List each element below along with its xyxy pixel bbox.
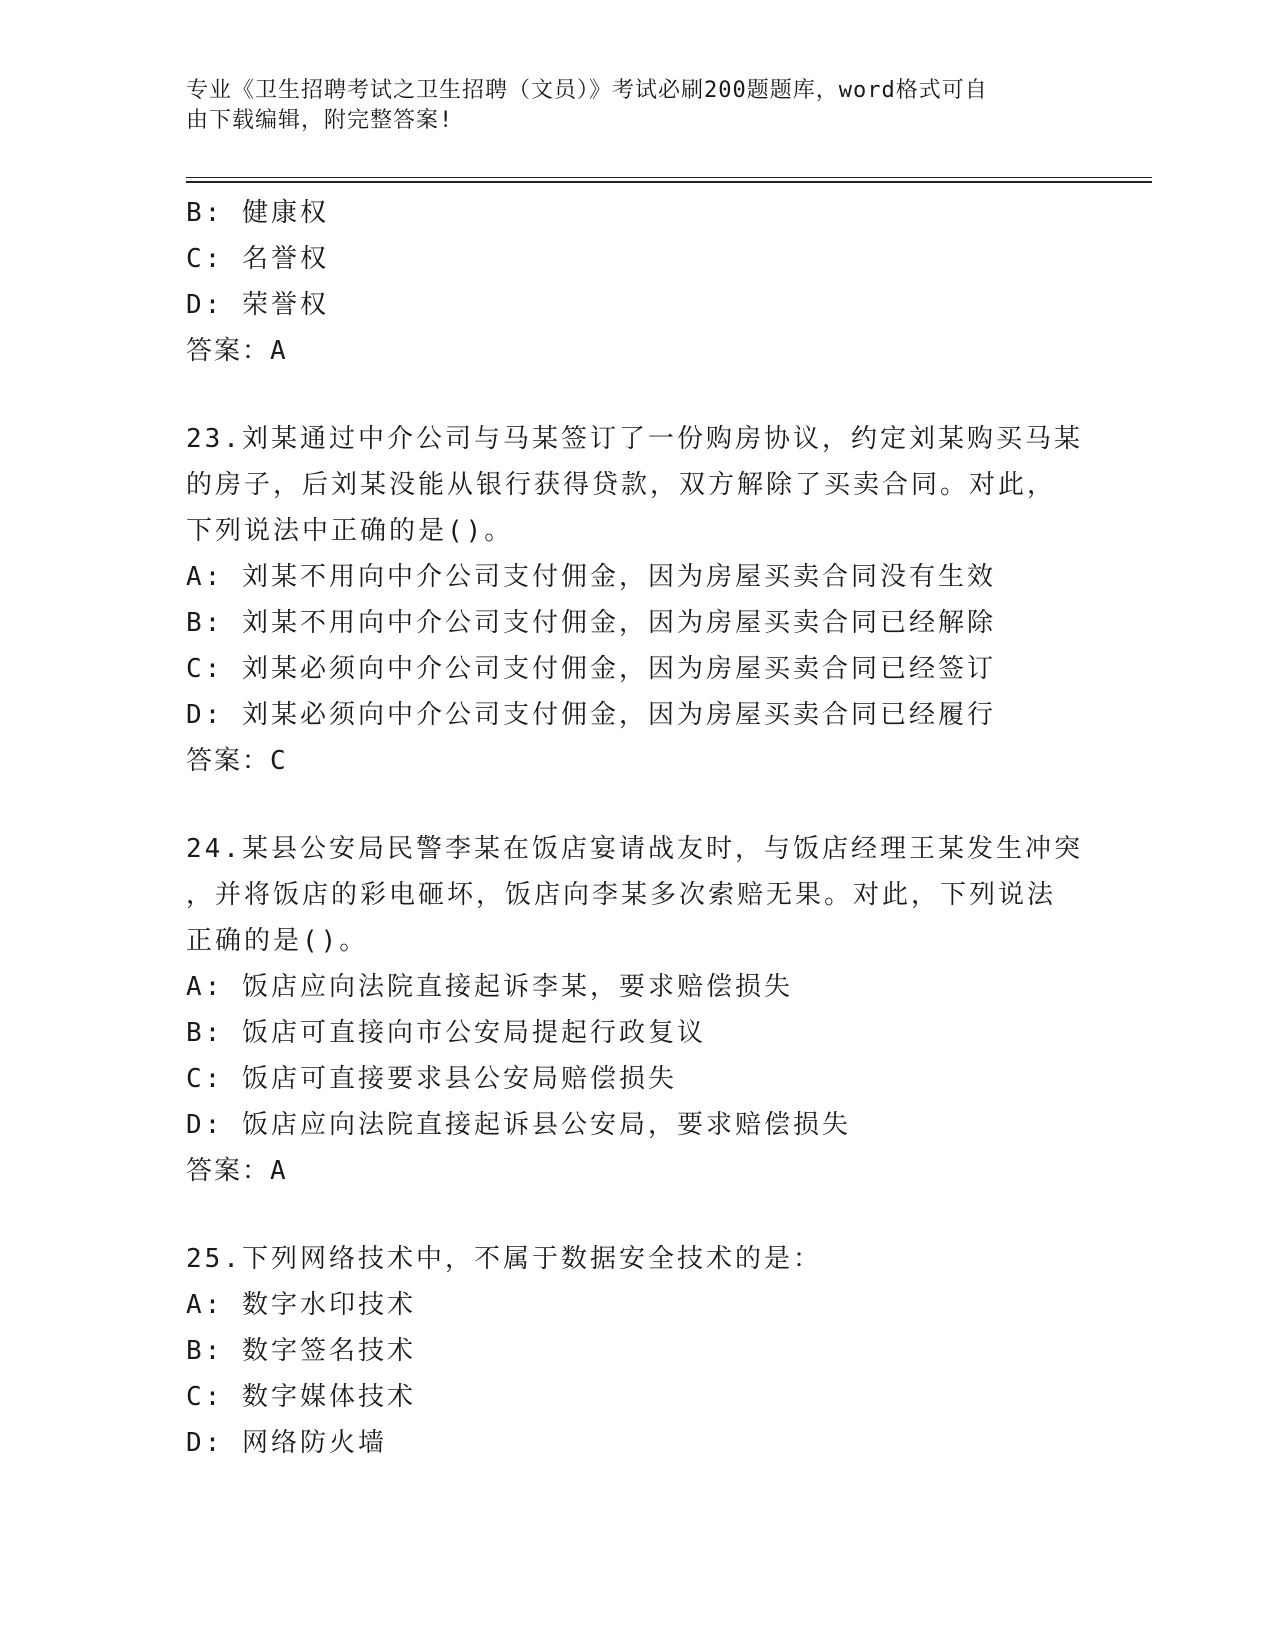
answer-line: 答案：A xyxy=(186,336,288,366)
question-22-continued xyxy=(186,190,1086,374)
question-24 xyxy=(186,826,1086,1194)
question-25 xyxy=(186,1236,1086,1466)
option-b: B: 饭店可直接向市公安局提起行政复议 xyxy=(186,1018,706,1048)
answer-line: 答案：C xyxy=(186,746,288,776)
page-header xyxy=(186,76,1066,136)
question-stem-line: 25.下列网络技术中，不属于数据安全技术的是： xyxy=(186,1244,822,1274)
option-a: A: 数字水印技术 xyxy=(186,1290,416,1320)
option-c: C: 饭店可直接要求县公安局赔偿损失 xyxy=(186,1064,677,1094)
option-d: D: 荣誉权 xyxy=(186,290,329,320)
option-b: B: 健康权 xyxy=(186,198,329,228)
option-c: C: 数字媒体技术 xyxy=(186,1382,416,1412)
question-stem-line: 正确的是()。 xyxy=(186,926,369,956)
question-stem-line: ，并将饭店的彩电砸坏，饭店向李某多次索赔无果。对此，下列说法 xyxy=(186,880,1057,910)
option-c: C: 刘某必须向中介公司支付佣金，因为房屋买卖合同已经签订 xyxy=(186,654,996,684)
question-list xyxy=(186,190,1086,1466)
answer-line: 答案：A xyxy=(186,1156,288,1186)
header-divider-thick xyxy=(186,181,1152,183)
question-stem-line: 的房子，后刘某没能从银行获得贷款，双方解除了买卖合同。对此， xyxy=(186,470,1057,500)
option-b: B: 刘某不用向中介公司支付佣金，因为房屋买卖合同已经解除 xyxy=(186,608,996,638)
option-a: A: 刘某不用向中介公司支付佣金，因为房屋买卖合同没有生效 xyxy=(186,562,996,592)
header-line-1: 专业《卫生招聘考试之卫生招聘（文员）》考试必刷200题题库，word格式可自 xyxy=(186,78,988,103)
question-stem-line: 24.某县公安局民警李某在饭店宴请战友时，与饭店经理王某发生冲突 xyxy=(186,834,1083,864)
option-a: A: 饭店应向法院直接起诉李某，要求赔偿损失 xyxy=(186,972,793,1002)
option-d: D: 网络防火墙 xyxy=(186,1428,387,1458)
question-stem-line: 23.刘某通过中介公司与马某签订了一份购房协议，约定刘某购买马某 xyxy=(186,424,1083,454)
option-c: C: 名誉权 xyxy=(186,244,329,274)
header-divider-thin xyxy=(186,177,1152,178)
question-23 xyxy=(186,416,1086,784)
option-d: D: 饭店应向法院直接起诉县公安局，要求赔偿损失 xyxy=(186,1110,851,1140)
option-b: B: 数字签名技术 xyxy=(186,1336,416,1366)
option-d: D: 刘某必须向中介公司支付佣金，因为房屋买卖合同已经履行 xyxy=(186,700,996,730)
header-line-2: 由下载编辑，附完整答案! xyxy=(186,108,454,133)
question-stem-line: 下列说法中正确的是()。 xyxy=(186,516,514,546)
